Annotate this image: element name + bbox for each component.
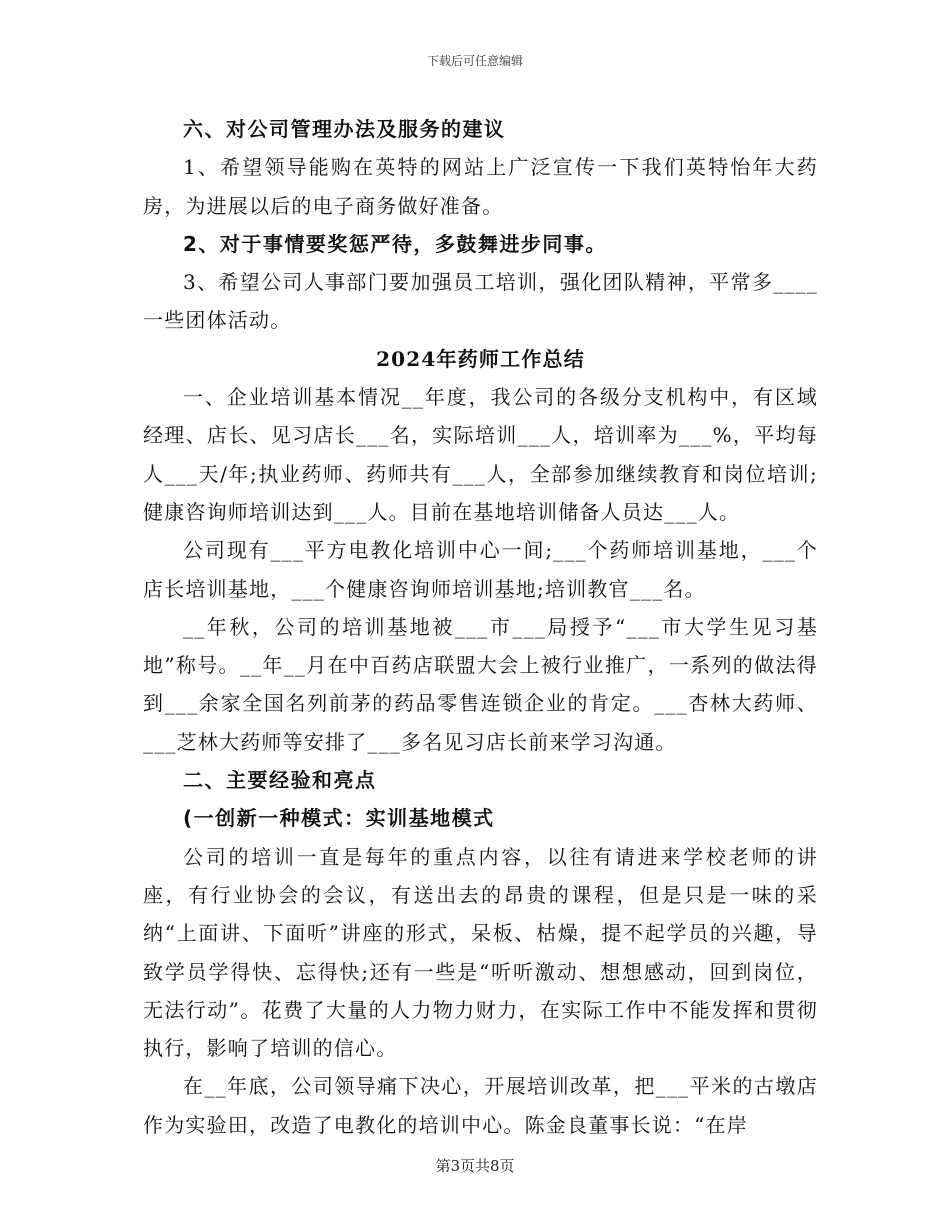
subsection-heading-1: (一创新一种模式：实训基地模式 — [183, 806, 495, 831]
paragraph-training-overview: 一、企业培训基本情况__年度，我公司的各级分支机构中，有区域经理、店长、见习店长___名，实际培训___人，培训率为___%，平均每人___天/年;执业药师、药师共有___人，全部参加继续教育和岗位培训;健康咨询师培训达到___人。目前在基地培训储备人员达___人。 — [143, 385, 818, 524]
document-title: 2024年药师工作总结 — [376, 346, 585, 371]
paragraph-facilities: 公司现有___平方电教化培训中心一间;___个药师培训基地，___个店长培训基地，___个健康咨询师培训基地;培训教官___名。 — [143, 538, 818, 601]
paragraph-suggestion-3: 3、希望公司人事部门要加强员工培训，强化团队精神，平常多____一些团体活动。 — [143, 270, 818, 333]
document-body — [143, 110, 818, 1144]
paragraph-suggestion-2: 2、对于事情要奖惩严待，多鼓舞进步同事。 — [183, 231, 607, 256]
paragraph-suggestion-1: 1、希望领导能购在英特的网站上广泛宣传一下我们英特怡年大药房，为进展以后的电子商务做好准备。 — [143, 155, 818, 218]
paragraph-recognition: __年秋，公司的培训基地被___市___局授予“___市大学生见习基地”称号。__年__月在中百药店联盟大会上被行业推广，一系列的做法得到___余家全国名列前茅的药品零售连锁企业的肯定。___杏林大药师、___芝林大药师等安排了___多名见习店长前来学习沟通。 — [143, 614, 818, 754]
section-heading-2: 二、主要经验和亮点 — [183, 768, 377, 793]
page-header: 下载后可任意编辑 — [426, 54, 523, 68]
section-heading-6: 六、对公司管理办法及服务的建议 — [183, 117, 506, 141]
paragraph-reform: 在__年底，公司领导痛下决心，开展培训改革，把___平米的古墩店作为实验田，改造了电教化的培训中心。陈金良董事长说：“在岸 — [143, 1074, 818, 1137]
paragraph-past-training: 公司的培训一直是每年的重点内容，以往有请进来学校老师的讲座，有行业协会的会议，有送出去的昂贵的课程，但是只是一味的采纳“上面讲、下面听”讲座的形式，呆板、枯燥，提不起学员的兴趣，导致学员学得快、忘得快;还有一些是“听听激动、想想感动，回到岗位，无法行动”。花费了大量的人力物力财力，在实际工作中不能发挥和贯彻执行，影响了培训的信心。 — [143, 844, 818, 1061]
page-footer: 第3页共8页 — [435, 1157, 515, 1175]
